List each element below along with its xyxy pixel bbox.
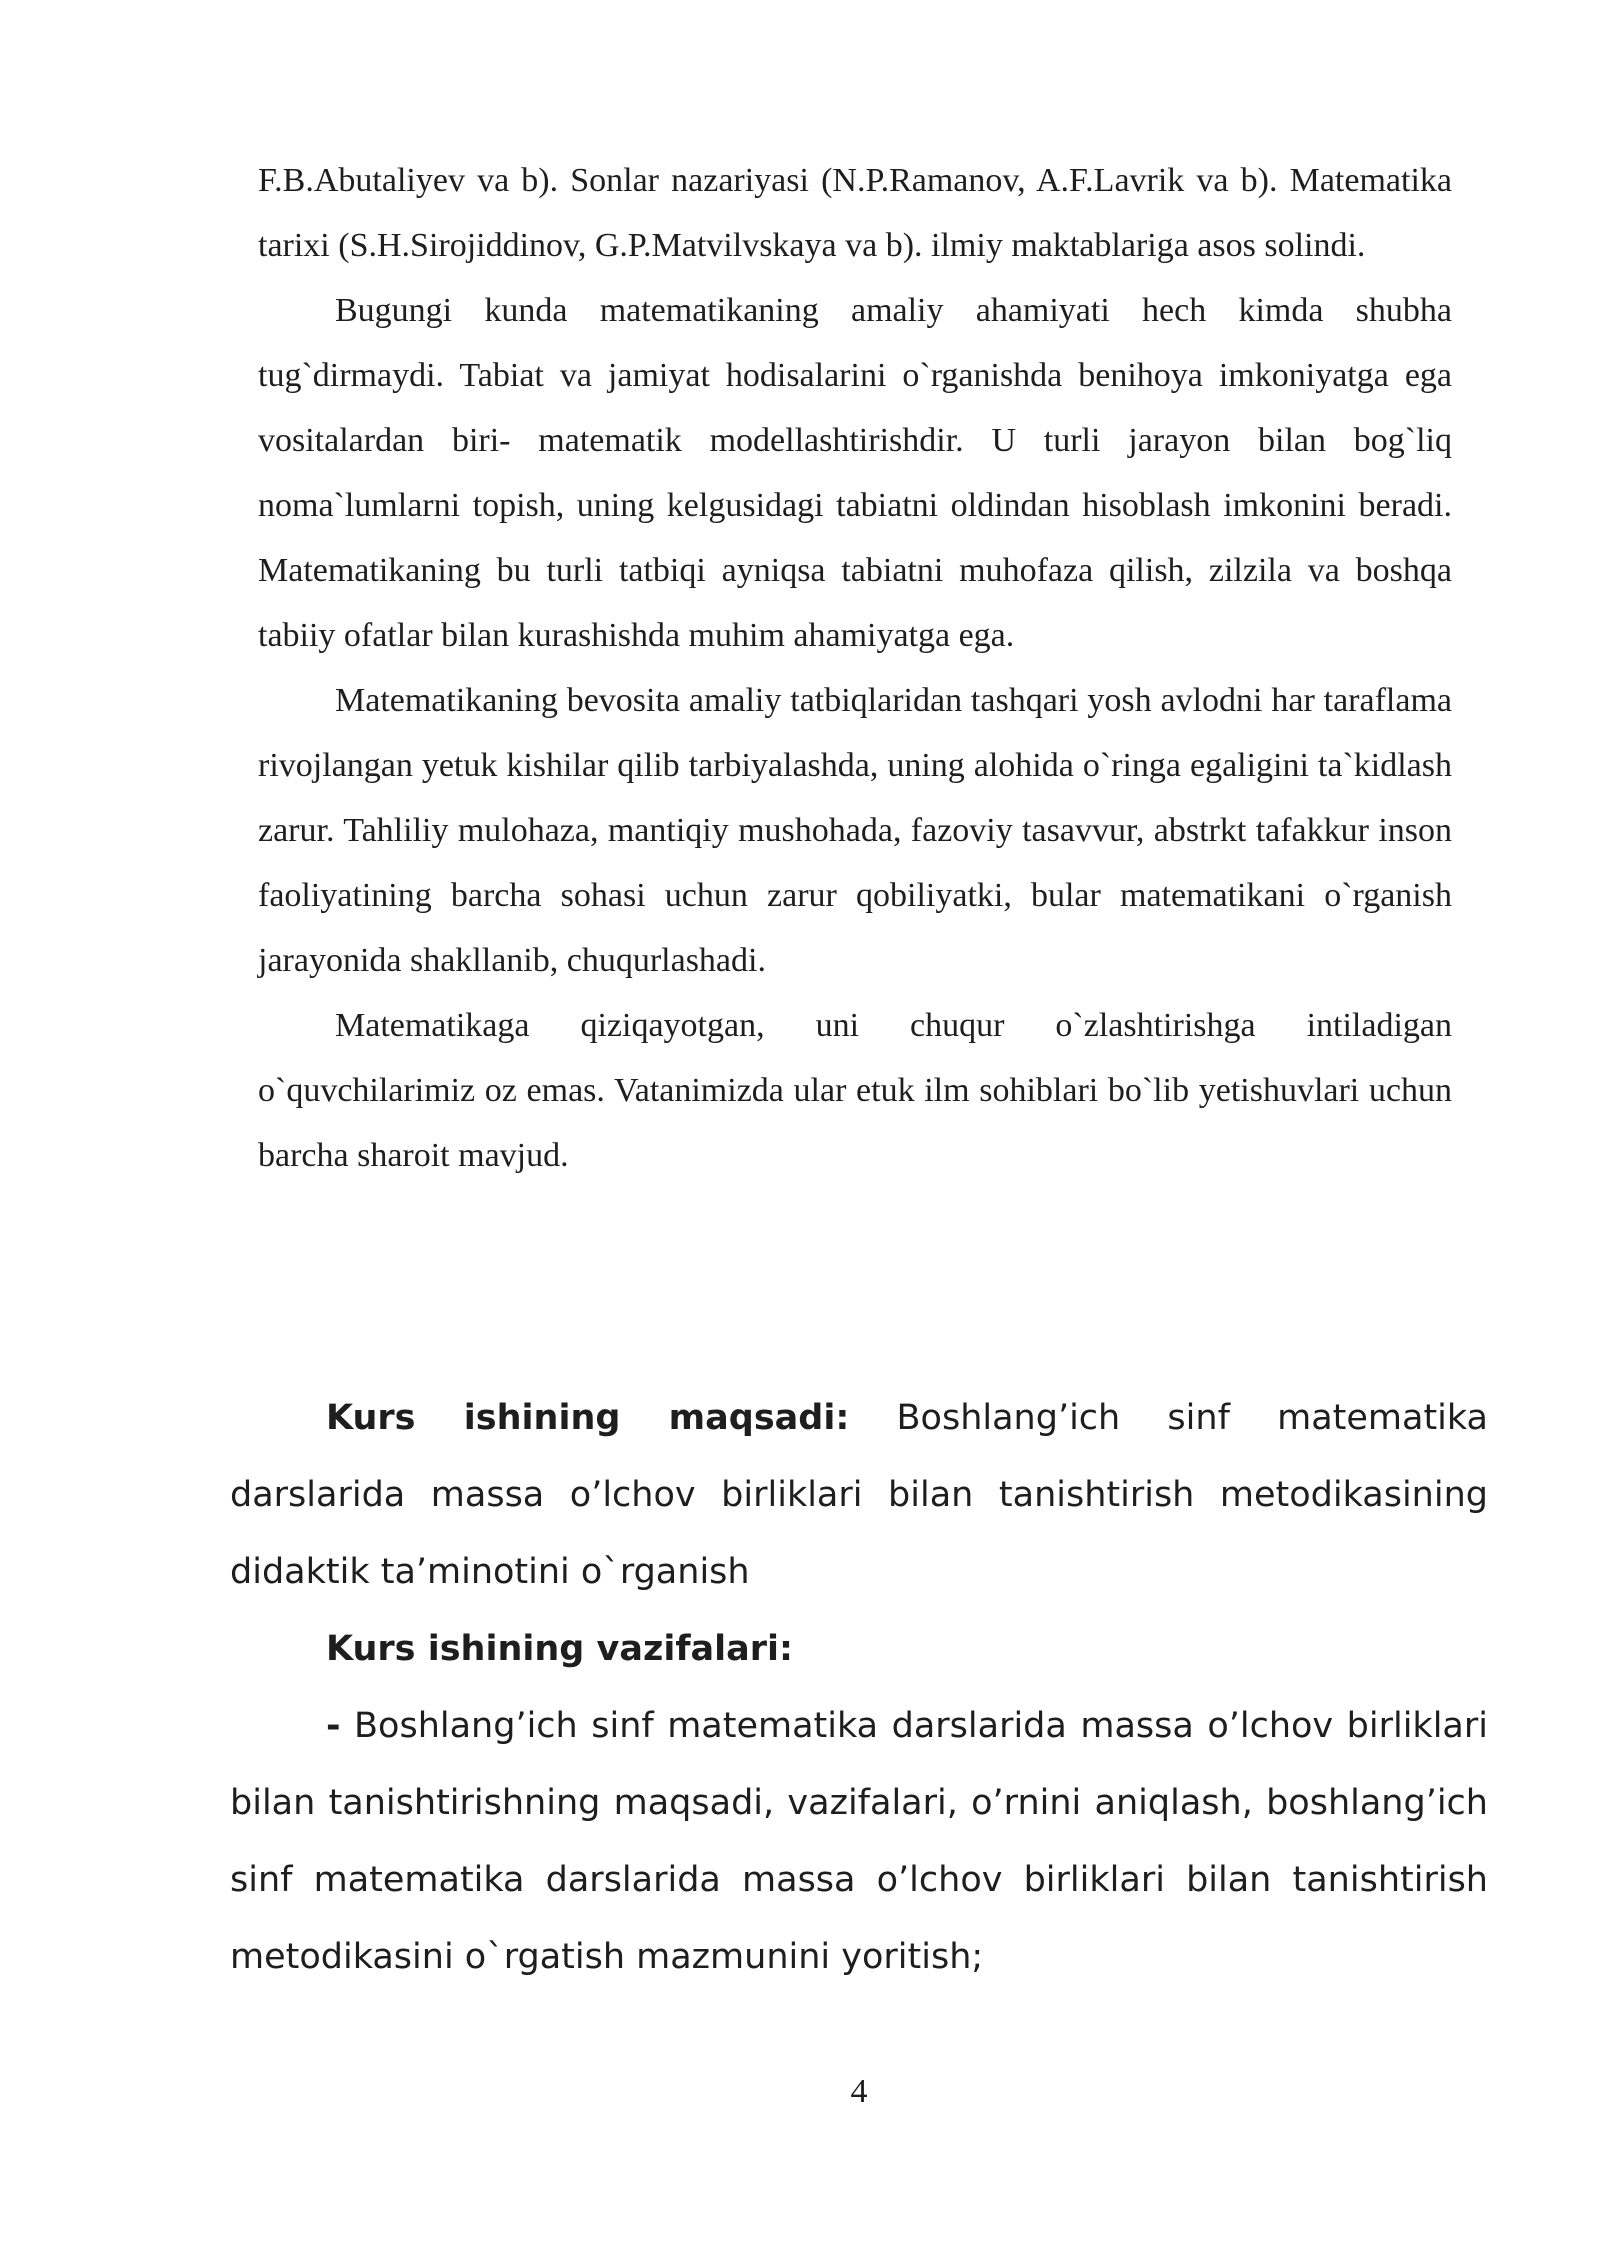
task-dash: - <box>326 1706 341 1746</box>
paragraph-4: Matematikaga qiziqayotgan, uni chuqur o`zlashtirishga intiladigan o`quvchilarimiz oz emas. Vatanimizda ular etuk ilm sohiblari bo`lib yetishuvlari uchun barcha sharoit mavjud. <box>258 1007 1452 1174</box>
goal-text: Boshlang’ich sinf matematika darslarida massa o’lchov birliklari bilan tanishtirish metodikasining didaktik ta’minotini o`rganish <box>230 1398 1488 1592</box>
body-text-serif <box>258 148 1452 1188</box>
tasks-heading-paragraph <box>230 1611 1488 1688</box>
paragraph-3: Matematikaning bevosita amaliy tatbiqlaridan tashqari yosh avlodni har taraflama rivojlangan yetuk kishilar qilib tarbiyalashda, uning alohida o`ringa egaligini ta`kidlash zarur. Tahliliy mulohaza, mantiqiy mushohada, fazoviy tasavvur, abstrkt tafakkur inson faoliyatining barcha sohasi uchun zarur qobiliyatki, bular matematikani o`rganish jarayonida shakllanib, chuqurlashadi. <box>258 682 1452 979</box>
tasks-heading: Kurs ishining vazifalari: <box>326 1629 794 1669</box>
task-item-1 <box>230 1688 1488 1996</box>
goal-label: Kurs ishining maqsadi: <box>326 1398 850 1438</box>
body-text-sans <box>230 1380 1488 1996</box>
page-number: 4 <box>850 2073 868 2110</box>
task-item-1-text: Boshlang’ich sinf matematika darslarida massa o’lchov birliklari bilan tanishtirishning maqsadi, vazifalari, o’rnini aniqlash, boshlang’ich sinf matematika darslarida massa o’lchov birliklari bilan tanishtirish metodikasini o`rgatish mazmunini yoritish; <box>230 1706 1488 1977</box>
paragraph-2: Bugungi kunda matematikaning amaliy ahamiyati hech kimda shubha tug`dirmaydi. Tabiat va jamiyat hodisalarini o`rganishda benihoya imkoniyatga ega vositalardan biri- matematik modellashtirishdir. U turli jarayon bilan bog`liq noma`lumlarni topish, uning kelgusidagi tabiatni oldindan hisoblash imkonini beradi. Matematikaning bu turli tatbiqi ayniqsa tabiatni muhofaza qilish, zilzila va boshqa tabiiy ofatlar bilan kurashishda muhim ahamiyatga ega. <box>258 292 1452 654</box>
paragraph-1: F.B.Abutaliyev va b). Sonlar nazariyasi (N.P.Ramanov, A.F.Lavrik va b). Matematika tarixi (S.H.Sirojiddinov, G.P.Matvilvskaya va b). ilmiy maktablariga asos solindi. <box>258 162 1452 264</box>
goal-paragraph <box>230 1380 1488 1611</box>
